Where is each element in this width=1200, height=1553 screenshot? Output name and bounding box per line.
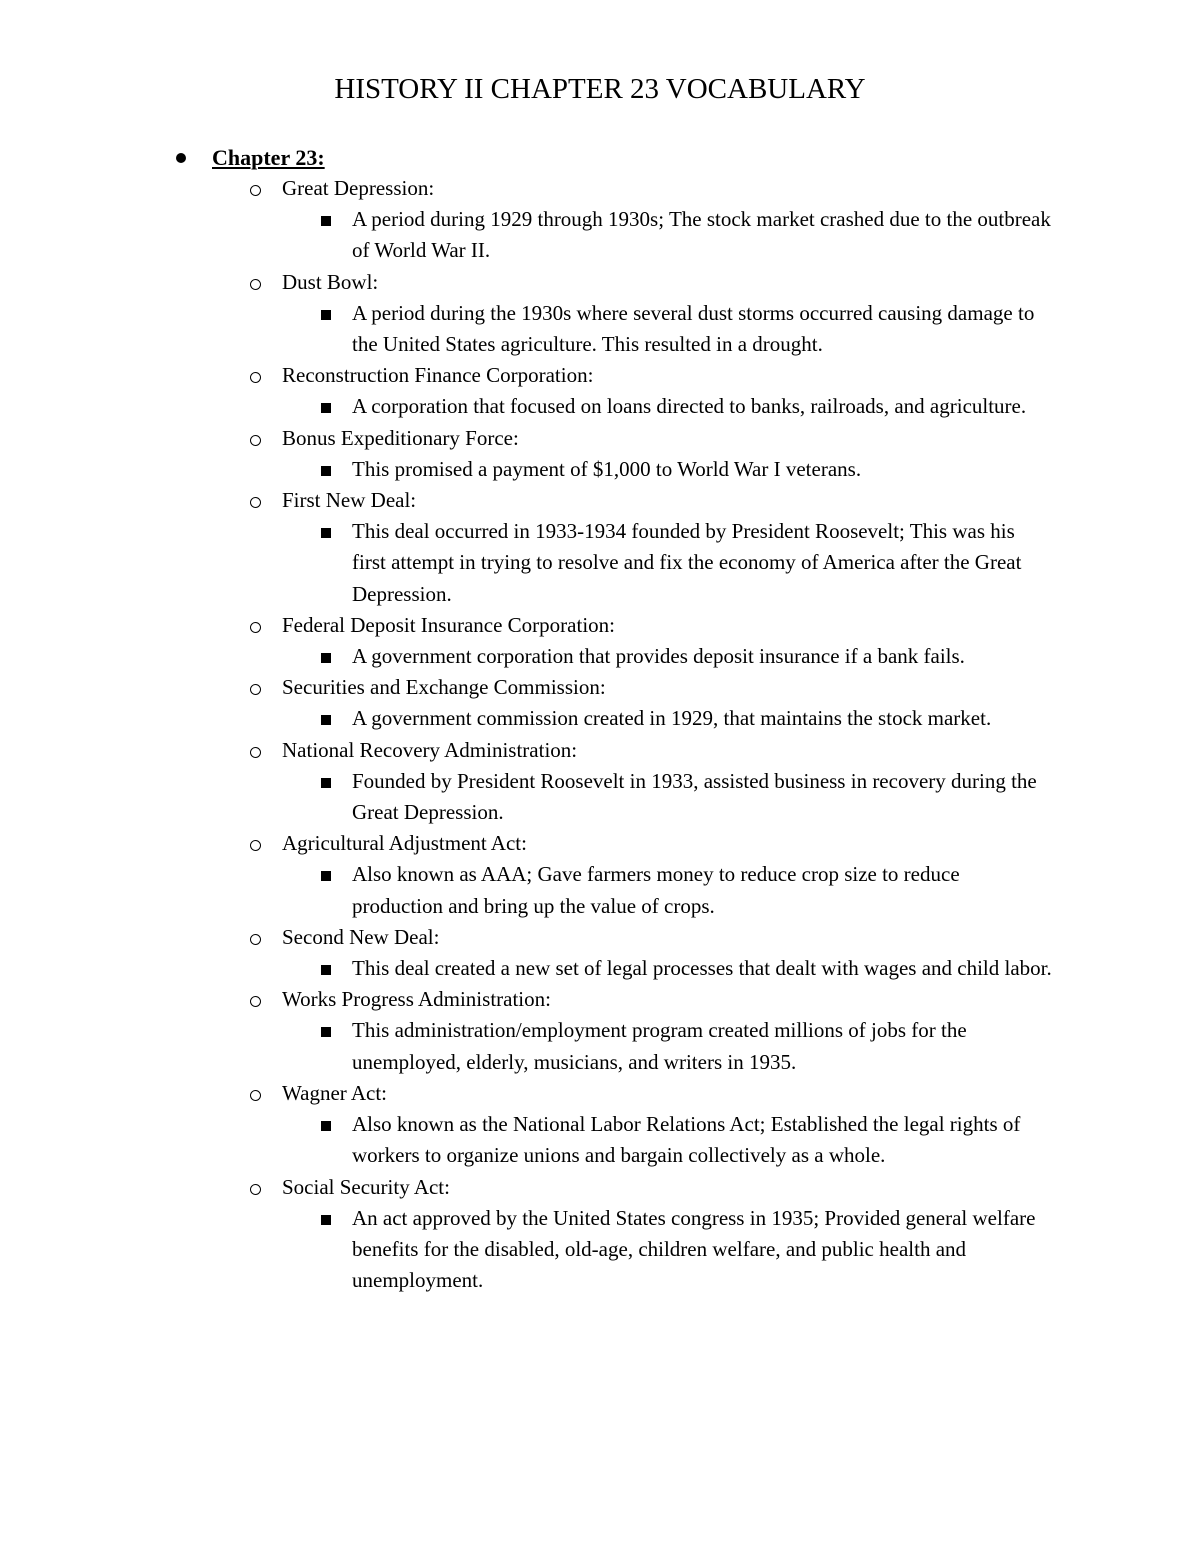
- term-definition: [282, 766, 1052, 828]
- term-name: Dust Bowl:: [282, 269, 379, 294]
- hollow-circle-bullet-icon: [250, 435, 261, 446]
- term-definition: [282, 298, 1052, 360]
- square-bullet-icon: [321, 1027, 331, 1037]
- definition-text: This promised a payment of $1,000 to World War I veterans.: [352, 456, 862, 481]
- term-item: [172, 828, 1072, 922]
- term-item: [172, 173, 1072, 267]
- term-definition: [282, 859, 1052, 921]
- hollow-circle-bullet-icon: [250, 185, 261, 196]
- hollow-circle-bullet-icon: [250, 279, 261, 290]
- term-item: [172, 735, 1072, 829]
- term-name: Second New Deal:: [282, 924, 440, 949]
- term-item: [172, 922, 1072, 984]
- hollow-circle-bullet-icon: [250, 747, 261, 758]
- square-bullet-icon: [321, 871, 331, 881]
- term-name: Great Depression:: [282, 176, 435, 200]
- definition-text: This deal occurred in 1933-1934 founded by President Roosevelt; This was his first attempt in trying to resolve and fix the economy of America after the Great Depression.: [352, 519, 1022, 606]
- term-definition: [282, 1015, 1052, 1077]
- section-heading: Chapter 23:: [212, 145, 325, 170]
- section-heading-row: [172, 142, 1072, 173]
- term-definition: [282, 703, 1052, 734]
- filled-bullet-icon: [176, 153, 186, 163]
- hollow-circle-bullet-icon: [250, 1184, 261, 1195]
- term-name: Social Security Act:: [282, 1174, 450, 1199]
- definition-text: Also known as AAA; Gave farmers money to reduce crop size to reduce production and bring up the value of crops.: [352, 862, 960, 918]
- term-definition: [282, 953, 1052, 984]
- definition-text: A period during 1929 through 1930s; The stock market crashed due to the outbreak of World War II.: [352, 207, 1051, 263]
- square-bullet-icon: [321, 216, 331, 226]
- hollow-circle-bullet-icon: [250, 840, 261, 851]
- term-name: Securities and Exchange Commission:: [282, 675, 606, 700]
- definition-text: Founded by President Roosevelt in 1933, assisted business in recovery during the Great Depression.: [352, 768, 1037, 825]
- term-name: Works Progress Administration:: [282, 987, 551, 1012]
- term-item: [172, 984, 1072, 1078]
- square-bullet-icon: [321, 466, 331, 476]
- definition-text: A corporation that focused on loans directed to banks, railroads, and agriculture.: [352, 394, 1027, 419]
- term-item: [172, 610, 1072, 672]
- term-name: Federal Deposit Insurance Corporation:: [282, 612, 615, 637]
- term-item: [172, 672, 1072, 734]
- term-item: [172, 1172, 1072, 1297]
- chapter-section: [172, 142, 1072, 1296]
- term-definition: [282, 1203, 1052, 1297]
- hollow-circle-bullet-icon: [250, 497, 261, 508]
- hollow-circle-bullet-icon: [250, 1090, 261, 1101]
- hollow-circle-bullet-icon: [250, 934, 261, 945]
- definition-text: This deal created a new set of legal processes that dealt with wages and child labor.: [352, 956, 1052, 981]
- definition-text: This administration/employment program created millions of jobs for the unemployed, elderly, musicians, and writers in 1935.: [352, 1018, 967, 1074]
- document-title: HISTORY II CHAPTER 23 VOCABULARY: [334, 73, 866, 105]
- hollow-circle-bullet-icon: [250, 372, 261, 383]
- hollow-circle-bullet-icon: [250, 684, 261, 695]
- square-bullet-icon: [321, 1121, 331, 1131]
- term-name: Agricultural Adjustment Act:: [282, 831, 527, 856]
- hollow-circle-bullet-icon: [250, 622, 261, 633]
- definition-text: A period during the 1930s where several dust storms occurred causing damage to the United States agriculture. This resulted in a drought.: [352, 300, 1035, 357]
- term-definition: [282, 516, 1052, 610]
- term-definition: [282, 1109, 1052, 1171]
- term-definition: [282, 204, 1052, 266]
- term-name: Bonus Expeditionary Force:: [282, 425, 519, 450]
- definition-text: A government corporation that provides deposit insurance if a bank fails.: [352, 644, 965, 669]
- term-item: [172, 485, 1072, 610]
- term-definition: [282, 391, 1052, 422]
- square-bullet-icon: [321, 715, 331, 725]
- definition-text: A government commission created in 1929, that maintains the stock market.: [352, 706, 992, 731]
- square-bullet-icon: [321, 653, 331, 663]
- square-bullet-icon: [321, 778, 331, 788]
- term-definition: [282, 641, 1052, 672]
- term-item: [172, 267, 1072, 361]
- definition-text: An act approved by the United States congress in 1935; Provided general welfare benefits for the disabled, old-age, children welfare, and public health and unemployment.: [352, 1205, 1036, 1293]
- term-item: [172, 360, 1072, 422]
- square-bullet-icon: [321, 1215, 331, 1225]
- term-name: First New Deal:: [282, 488, 417, 513]
- term-name: Reconstruction Finance Corporation:: [282, 363, 594, 388]
- term-item: [172, 423, 1072, 485]
- hollow-circle-bullet-icon: [250, 996, 261, 1007]
- square-bullet-icon: [321, 310, 331, 320]
- term-item: [172, 1078, 1072, 1172]
- term-name: National Recovery Administration:: [282, 737, 578, 762]
- square-bullet-icon: [321, 965, 331, 975]
- definition-text: Also known as the National Labor Relations Act; Established the legal rights of workers to organize unions and bargain collectively as a whole.: [352, 1112, 1021, 1168]
- square-bullet-icon: [321, 528, 331, 538]
- term-list: [172, 173, 1072, 1296]
- term-definition: [282, 454, 1052, 485]
- square-bullet-icon: [321, 403, 331, 413]
- term-name: Wagner Act:: [282, 1080, 388, 1105]
